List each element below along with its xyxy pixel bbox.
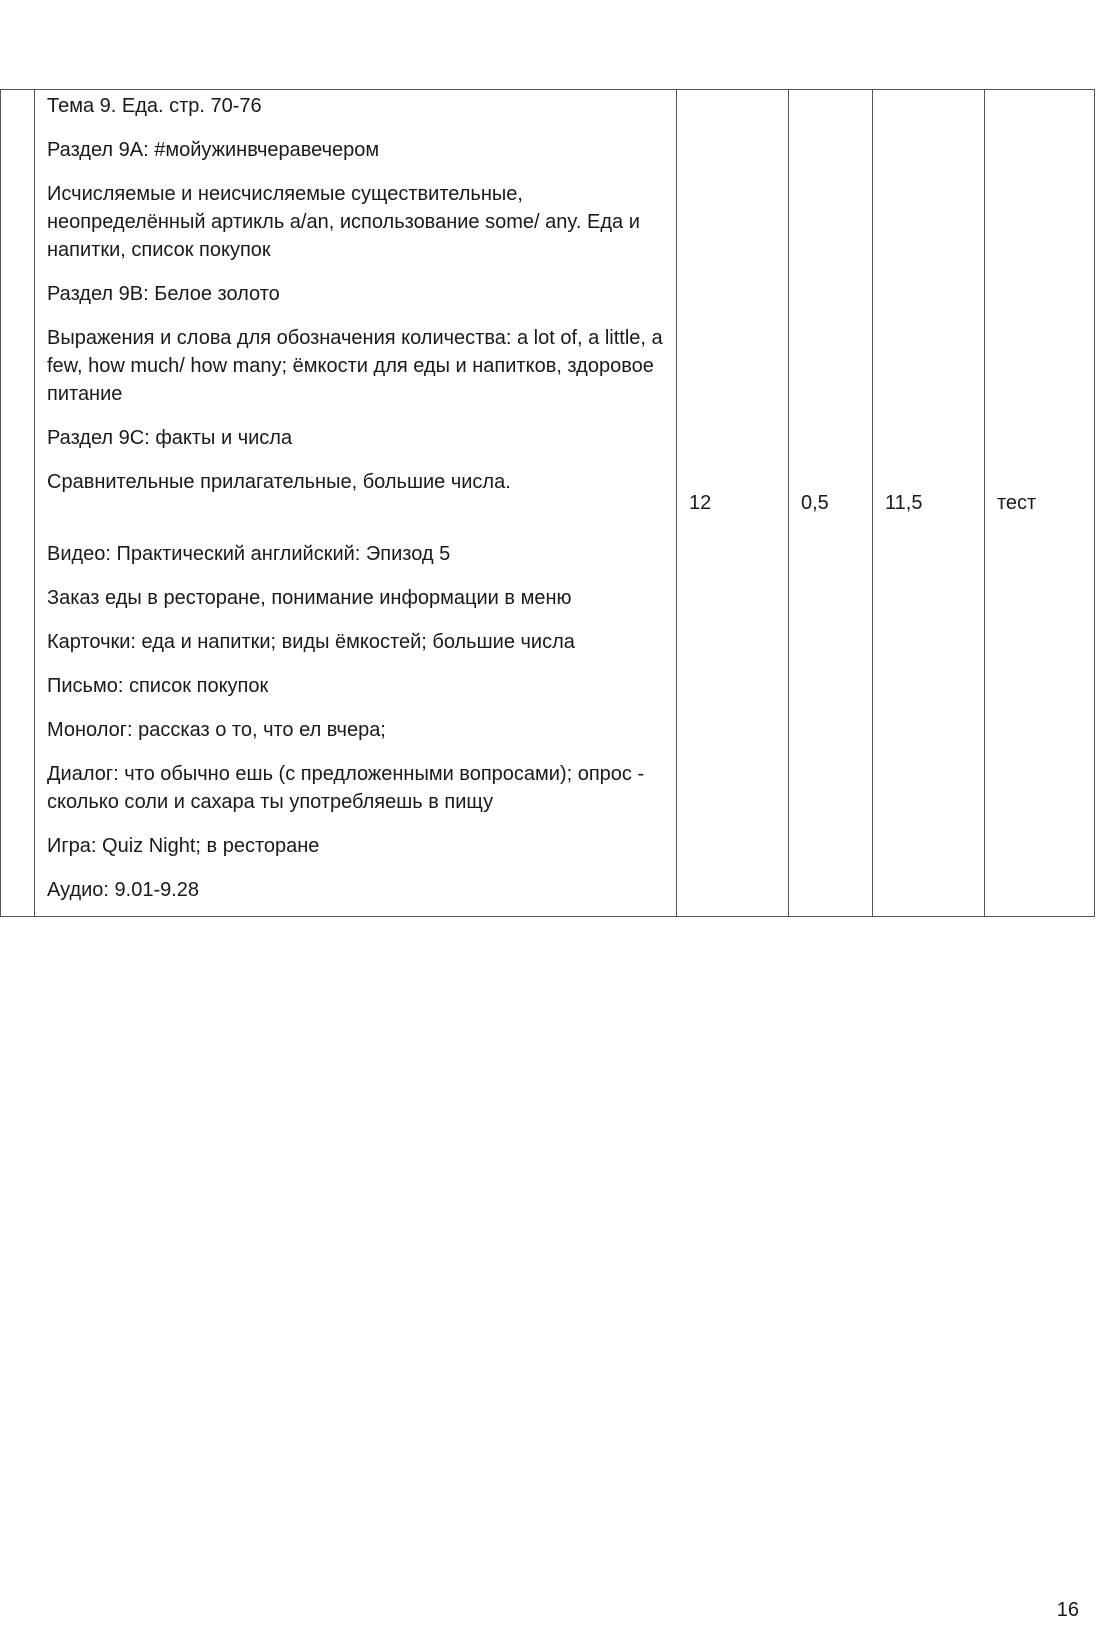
dialogue-line: Диалог: что обычно ешь (с предложенными вопросами); опрос - сколько соли и сахара ты употребляешь в пищу [47,763,645,813]
page-number: 16 [1056,1599,1079,1621]
section-9b-heading: Раздел 9B: Белое золото [47,283,280,305]
topic-title: Тема 9. Еда. стр. 70-76 [47,95,262,117]
lecture-hours-cell: 0,5 [789,90,873,917]
curriculum-table [0,89,1095,917]
game-line: Игра: Quiz Night; в ресторане [47,835,320,857]
row-index-cell [1,90,35,917]
audio-line: Аудио: 9.01-9.28 [47,879,200,901]
restaurant-line: Заказ еды в ресторане, понимание информации в меню [47,587,572,609]
monologue-line: Монолог: рассказ о то, что ел вчера; [47,719,386,741]
cards-line: Карточки: еда и напитки; виды ёмкостей; большие числа [47,631,575,653]
section-9c-heading: Раздел 9C: факты и числа [47,427,293,449]
total-hours-cell: 12 [677,90,789,917]
blank-line [47,512,666,540]
video-line: Видео: Практический английский: Эпизод 5 [47,543,451,565]
section-9b-description: Выражения и слова для обозначения количества: a lot of, a little, a few, how much/ how many; ёмкости для еды и напитков, здоровое питание [47,327,663,405]
table-row [1,90,1095,917]
assessment-cell: тест [985,90,1095,917]
topic-cell [35,90,677,917]
section-9a-description: Исчисляемые и неисчисляемые существительные, неопределённый артикль a/an, использование some/ any. Еда и напитки, список покупок [47,183,640,261]
section-9a-heading: Раздел 9A: #мойужинвчеравечером [47,139,380,161]
section-9c-description: Сравнительные прилагательные, большие числа. [47,471,511,493]
practice-hours-cell: 11,5 [873,90,985,917]
writing-line: Письмо: список покупок [47,675,269,697]
